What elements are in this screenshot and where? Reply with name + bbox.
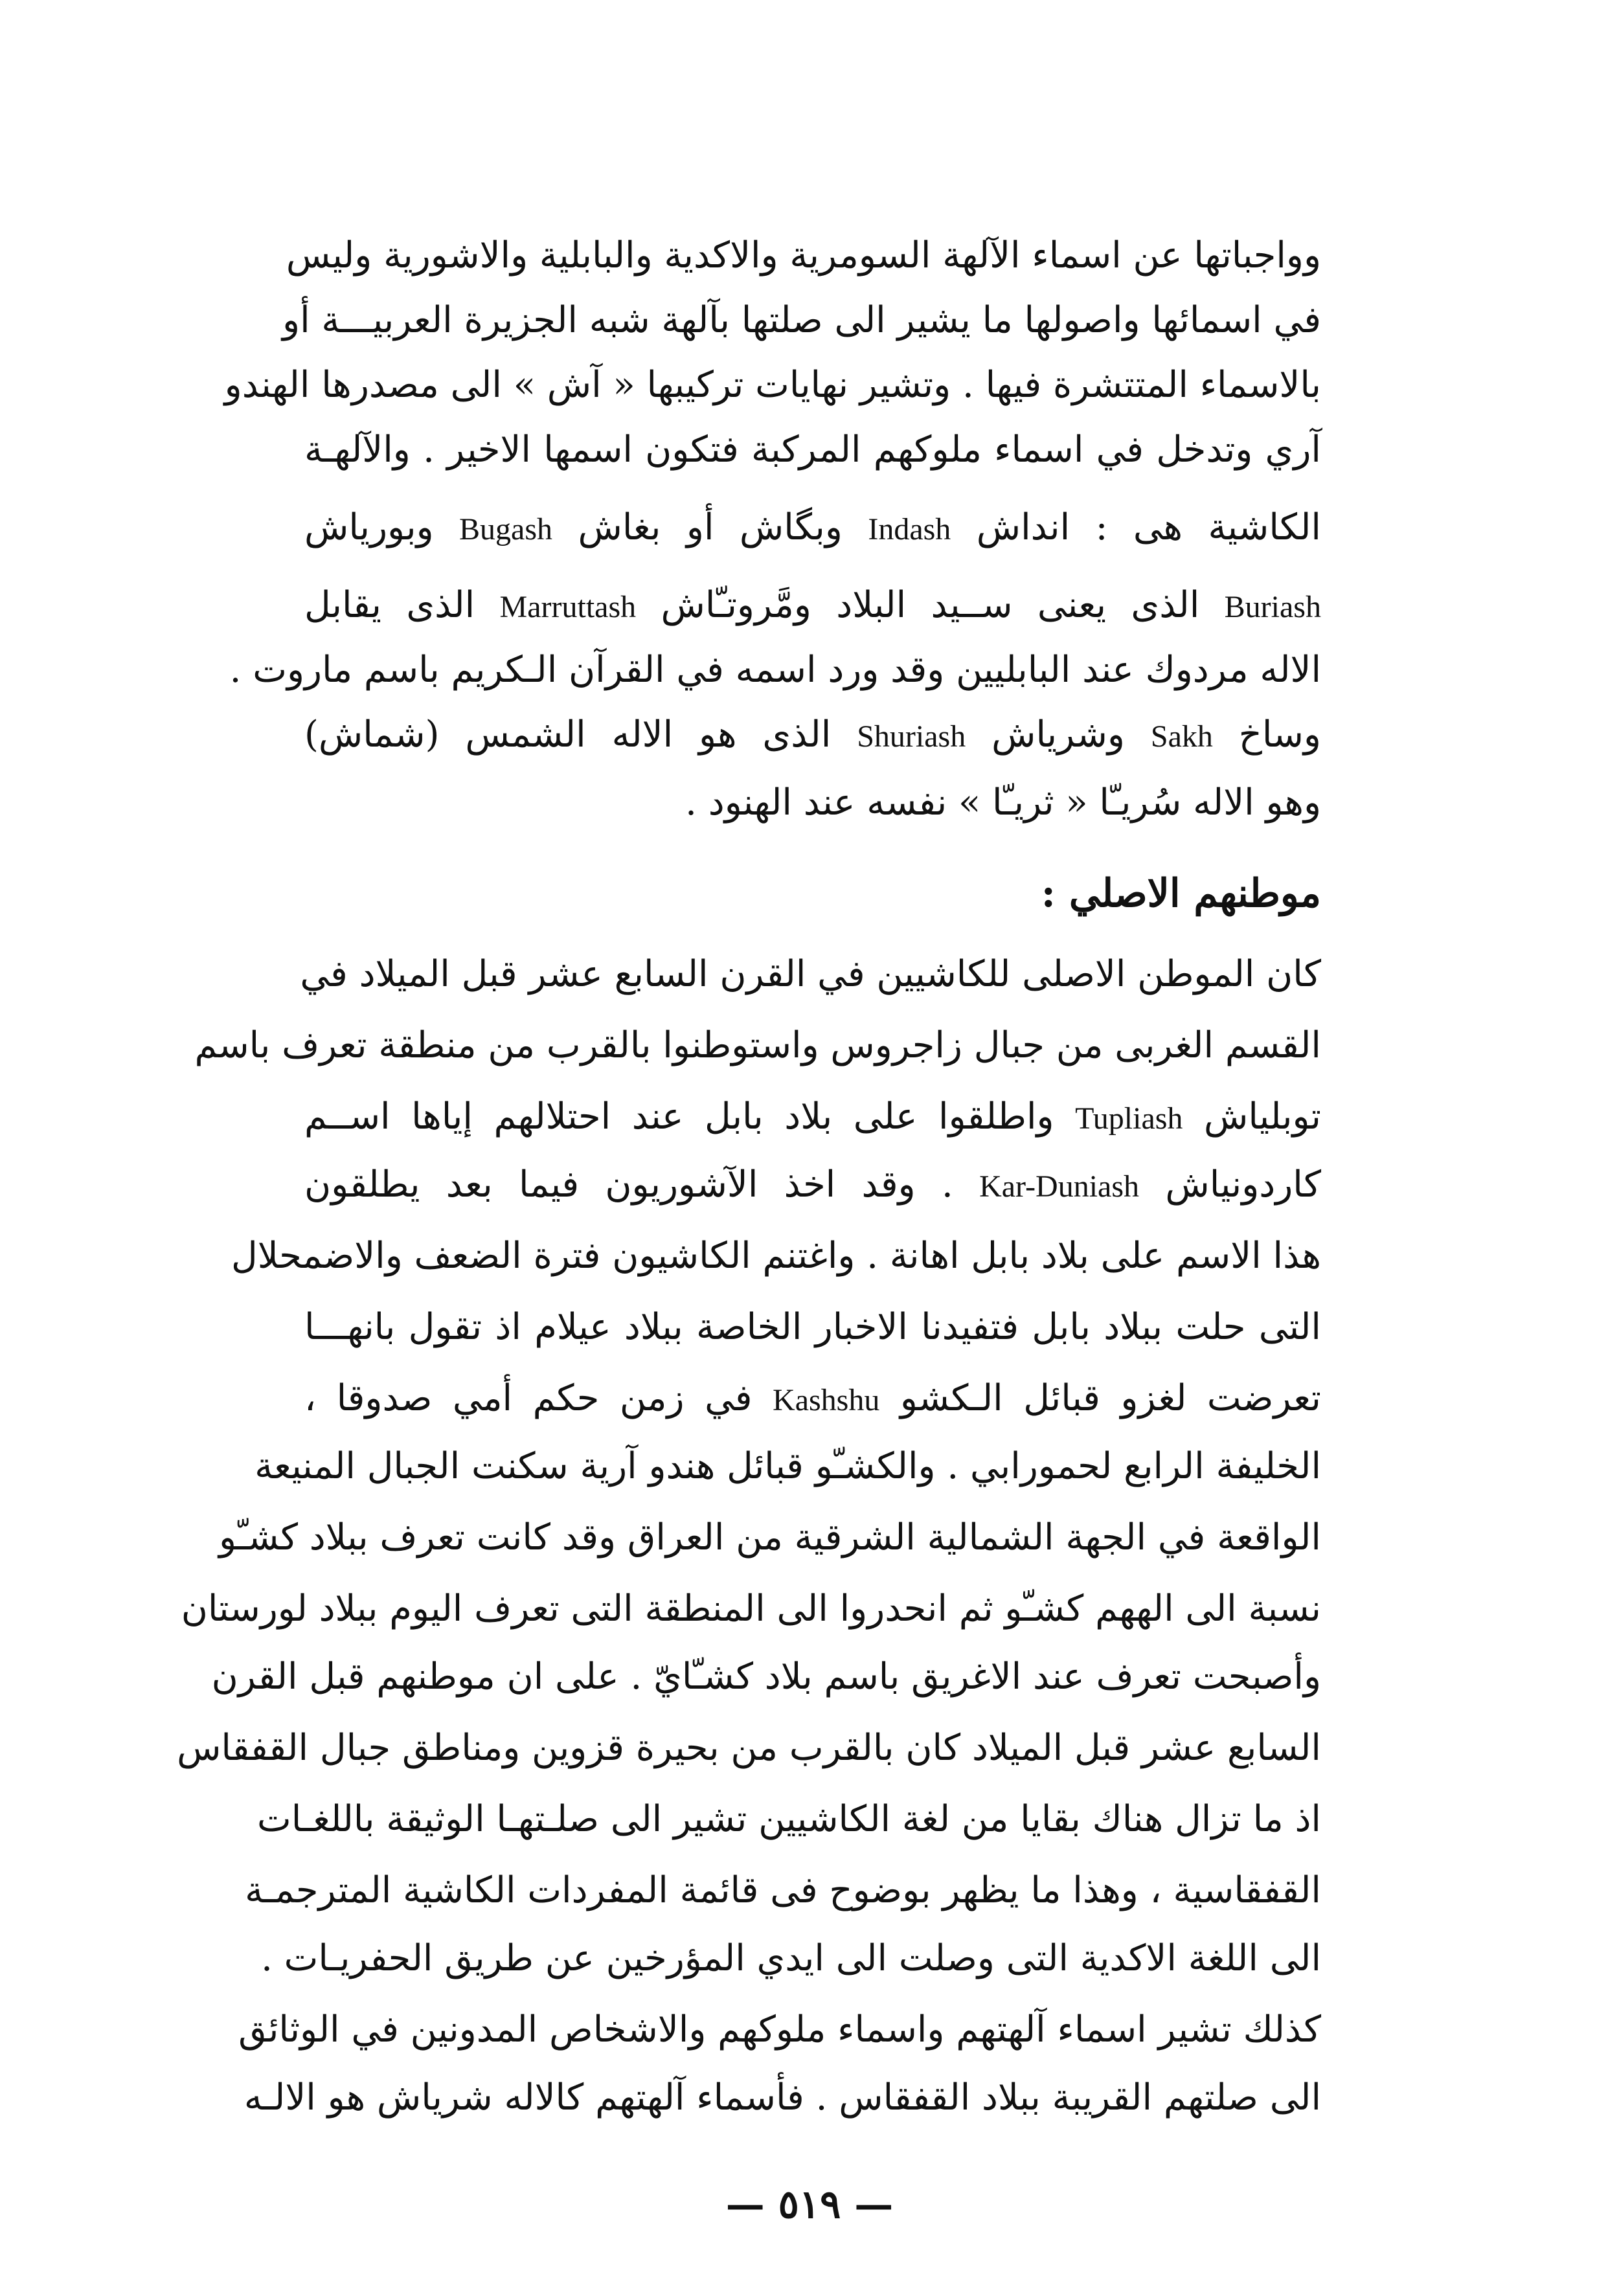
text-line: اذ ما تزال هناك بقايا من لغة الكاشيين تشير الى صلـتهـا الوثيقة باللغـات — [256, 1798, 1321, 1840]
text-line: هذا الاسم على بلاد بابل اهانة . واغتنم الكاشيون فترة الضعف والاضمحلال — [231, 1235, 1321, 1277]
latin-term: Tupliash — [1075, 1101, 1183, 1136]
text-line: كان الموطن الاصلى للكاشيين في القرن السابع عشر قبل الميلاد في — [300, 953, 1321, 995]
text-line: وواجباتها عن اسماء الآلهة السومرية والاكدية والبابلية والاشورية وليس — [286, 234, 1321, 276]
text-segment: في زمن حكم أمي صدوقا ، — [304, 1377, 753, 1419]
latin-term: Marruttash — [499, 590, 637, 624]
text-line: كذلك تشير اسماء آلهتهم واسماء ملوكهم والاشخاص المدونين في الوثائق — [238, 2009, 1321, 2051]
text-segment: واطلقوا على بلاد بابل عند احتلالهم إياها اســم — [304, 1096, 1054, 1138]
text-segment: وبورياش — [304, 506, 434, 548]
latin-term: Shuriash — [857, 719, 966, 754]
text-line — [304, 703, 1321, 769]
text-segment: كاردونياش — [1165, 1164, 1321, 1206]
text-line: الواقعة في الجهة الشمالية الشرقية من العراق وقد كانت تعرف ببلاد كشـّو — [219, 1516, 1321, 1559]
text-line: القفقاسية ، وهذا ما يظهر بوضوح فى قائمة المفردات الكاشية المترجمـة — [245, 1869, 1321, 1911]
text-line: بالاسماء المتتشرة فيها . وتشير نهايات تركيبها « آش » الى مصدرها الهندو — [224, 364, 1321, 406]
text-line: الاله مردوك عند البابليين وقد ورد اسمه في القرآن الـكريم باسم ماروت . — [229, 649, 1321, 691]
latin-term: Sakh — [1150, 719, 1213, 754]
text-line — [304, 1085, 1321, 1151]
text-line — [304, 573, 1321, 640]
latin-term: Indash — [868, 512, 951, 546]
text-segment: الكاشية هى : انداش — [976, 506, 1321, 548]
text-segment: وساخ — [1238, 714, 1321, 756]
text-segment: الذى يعنى ســيد البلاد ومَّروتـّاش — [661, 584, 1200, 626]
text-line: السابع عشر قبل الميلاد كان بالقرب من بحيرة قزوين ومناطق جبال القفقاس — [177, 1727, 1321, 1769]
text-segment: تعرضت لغزو قبائل الـكشو — [900, 1377, 1321, 1419]
text-line — [304, 1366, 1321, 1433]
latin-term: Kashshu — [773, 1383, 880, 1417]
latin-term: Bugash — [459, 512, 553, 546]
text-line: القسم الغربى من جبال زاجروس واستوطنوا بالقرب من منطقة تعرف باسم — [194, 1024, 1321, 1066]
latin-term: Kar-Duniash — [979, 1169, 1140, 1204]
text-segment: . وقد اخذ الآشوريون فيما بعد يطلقون — [304, 1164, 953, 1206]
text-segment: وبگاش أو بغاش — [578, 506, 843, 548]
text-segment: وشرياش — [991, 714, 1125, 756]
page-number: — ٥١٩ — — [725, 2182, 894, 2227]
text-line: نسبة الى الههم كشـّو ثم انحدروا الى المنطقة التى تعرف اليوم ببلاد لورستان — [181, 1588, 1321, 1630]
text-line — [304, 1153, 1321, 1219]
text-line: آري وتدخل في اسماء ملوكهم المركبة فتكون اسمها الاخير . والآلهـة — [304, 429, 1321, 471]
text-segment: توبلياش — [1204, 1096, 1321, 1138]
text-line: التى حلت ببلاد بابل فتفيدنا الاخبار الخاصة ببلاد عيلام اذ تقول بانهـــا — [304, 1306, 1321, 1348]
text-line: وهو الاله سُريـّا « ثريـّا » نفسه عند الهنود . — [685, 782, 1321, 824]
text-line: الخليفة الرابع لحمورابي . والكشـّو قبائل هندو آرية سكنت الجبال المنيعة — [255, 1445, 1321, 1487]
latin-term: Buriash — [1224, 590, 1321, 624]
text-line: الى اللغة الاكدية التى وصلت الى ايدي المؤرخين عن طريق الحفريـات . — [261, 1937, 1321, 1979]
section-heading: موطنهم الاصلي : — [1041, 871, 1321, 916]
text-line: في اسمائها واصولها ما يشير الى صلتها بآلهة شبه الجزيرة العربيـــة أو — [282, 299, 1321, 341]
text-segment: الذى هو الاله الشمس (شماش) — [304, 714, 832, 756]
text-line: وأصبحت تعرف عند الاغريق باسم بلاد كشـّايّ . على ان موطنهم قبل القرن — [211, 1656, 1321, 1698]
text-line — [304, 495, 1321, 562]
text-line: الى صلتهم القريبة ببلاد القفقاس . فأسماء آلهتهم كالاله شرياش هو الالـه — [243, 2077, 1321, 2119]
text-segment: الذى يقابل — [304, 584, 475, 626]
